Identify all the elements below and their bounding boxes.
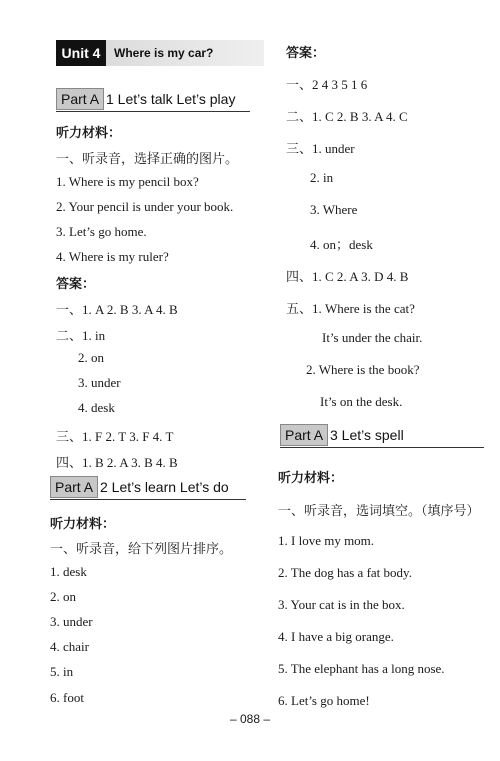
answer-line: 二、1. C 2. B 3. A 4. C — [286, 109, 408, 124]
part-a1-header — [56, 88, 250, 110]
answer-line: 一、2 4 3 5 1 6 — [286, 77, 368, 92]
answer-line: 4. on；desk — [310, 237, 373, 252]
sentence: 1. Where is my pencil box? — [56, 174, 199, 189]
sentence: 1. I love my mom. — [278, 533, 375, 548]
answer-line: 一、1. A 2. B 3. A 4. B — [56, 302, 178, 317]
answer-line: 2. Where is the book? — [306, 362, 420, 377]
sentence: 3. Let’s go home. — [56, 224, 147, 239]
answer-line: 四、1. C 2. A 3. D 4. B — [286, 269, 409, 284]
sentence: 6. Let’s go home! — [278, 693, 370, 708]
answer-line: It’s under the chair. — [322, 330, 423, 345]
part-a3-underline — [280, 447, 484, 448]
sentence: 3. Your cat is in the box. — [278, 597, 405, 612]
answer-line: 三、1. under — [286, 141, 355, 156]
unit-header — [56, 40, 264, 66]
part-a3-badge: Part A — [280, 424, 328, 446]
unit-title: Where is my car? — [114, 46, 214, 60]
sentence: 2. Your pencil is under your book. — [56, 199, 234, 214]
part-a3-header — [280, 424, 484, 446]
part-a1-badge: Part A — [56, 88, 104, 110]
part-a1-title: 1 Let’s talk Let’s play — [106, 91, 236, 107]
answer-line: 三、1. F 2. T 3. F 4. T — [56, 429, 174, 444]
answer-label: 答案： — [286, 46, 326, 61]
sentence: 5. The elephant has a long nose. — [278, 661, 445, 676]
listening-label: 听力材料： — [56, 126, 122, 141]
part-a2-header — [50, 476, 246, 498]
part-a2-underline — [50, 499, 246, 500]
answer-line: It’s on the desk. — [320, 394, 403, 409]
unit-badge: Unit 4 — [56, 40, 106, 66]
answer-line: 2. in — [310, 170, 334, 185]
answer-label: 答案： — [56, 277, 96, 292]
word-item: 4. chair — [50, 639, 89, 654]
part-a3-question: 一、听录音，选词填空。（填序号） — [278, 504, 480, 519]
part-a2-question: 一、听录音，给下列图片排序。 — [50, 542, 233, 557]
listening-label: 听力材料： — [278, 471, 344, 486]
word-item: 5. in — [50, 664, 74, 679]
sentence: 4. I have a big orange. — [278, 629, 394, 644]
answer-line: 二、1. in — [56, 328, 106, 343]
part-a2-title: 2 Let’s learn Let’s do — [100, 479, 229, 495]
part-a1-question: 一、听录音，选择正确的图片。 — [56, 152, 239, 167]
answer-line: 五、1. Where is the cat? — [286, 301, 415, 316]
word-item: 3. under — [50, 614, 93, 629]
answer-line: 3. Where — [310, 202, 358, 217]
answer-line: 四、1. B 2. A 3. B 4. B — [56, 455, 178, 470]
part-a1-underline — [56, 111, 250, 112]
answer-line: 3. under — [78, 375, 121, 390]
answer-line: 4. desk — [78, 400, 115, 415]
word-item: 2. on — [50, 589, 76, 604]
page-number: – 088 – — [229, 712, 271, 726]
part-a2-badge: Part A — [50, 476, 98, 498]
answer-line: 2. on — [78, 350, 104, 365]
word-item: 6. foot — [50, 690, 84, 705]
listening-label: 听力材料： — [50, 517, 116, 532]
sentence: 4. Where is my ruler? — [56, 249, 169, 264]
word-item: 1. desk — [50, 564, 87, 579]
sentence: 2. The dog has a fat body. — [278, 565, 412, 580]
part-a3-title: 3 Let’s spell — [330, 427, 404, 443]
